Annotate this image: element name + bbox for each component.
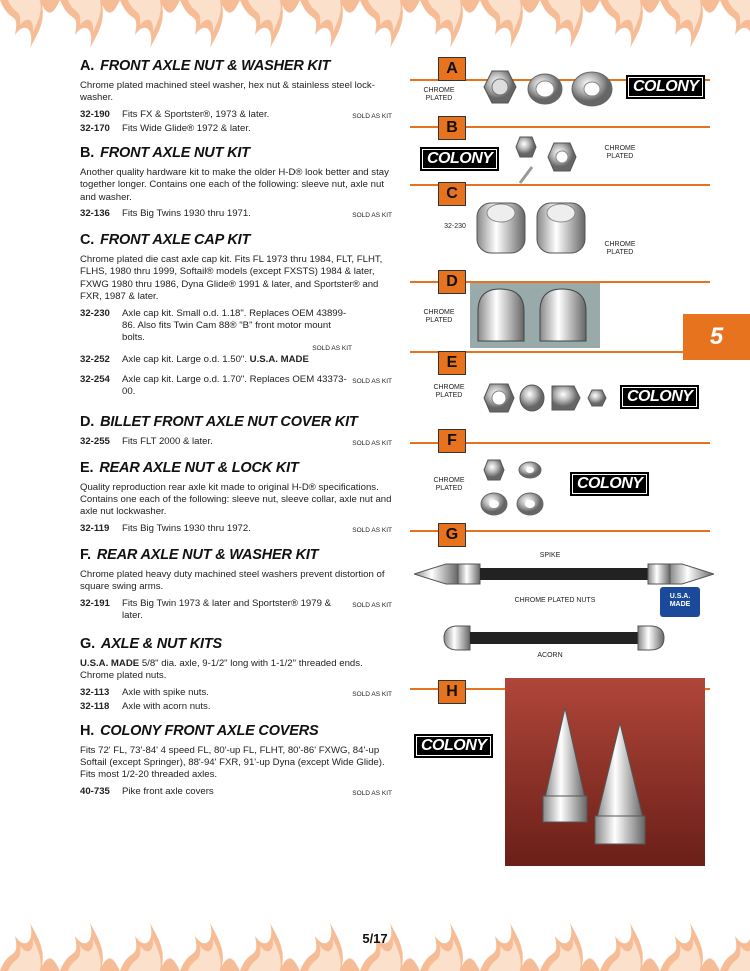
section-description: U.S.A. MADE 5/8" dia. axle, 9-1/2" long with 1-1/2" threaded ends. Chrome plated nuts. [80, 657, 363, 682]
page-number: 5/17 [362, 931, 388, 946]
colony-logo: COLONY [620, 385, 699, 409]
product-list [80, 58, 392, 810]
chrome-plated-label: CHROME PLATED [433, 384, 465, 399]
part-row: 40-735 Pike front axle covers SOLD AS KIT [80, 785, 392, 797]
chapter-tab: 5 [683, 314, 750, 360]
colony-axle-covers-image [505, 678, 705, 866]
colony-logo: COLONY [626, 75, 705, 99]
section-title: D. BILLET FRONT AXLE NUT COVER KIT [80, 413, 358, 430]
section-g [80, 636, 392, 713]
panel-c-tag: C [438, 182, 466, 206]
chrome-plated-label: CHROME PLATED [423, 309, 455, 324]
section-title: G. AXLE & NUT KITS [80, 635, 222, 652]
section-title: B. FRONT AXLE NUT KIT [80, 144, 250, 161]
part-row: 32-230 Axle cap kit. Small o.d. 1.18". Replaces OEM 43899-86. Also fits Twin Cam 88® "B" front motor mount bolts. [80, 307, 347, 343]
acorn-label: ACORN [537, 652, 563, 659]
chrome-plated-label: CHROME PLATED [604, 241, 636, 256]
panel-h-tag: H [438, 680, 466, 704]
section-description: Chrome plated die cast axle cap kit. Fits FL 1973 thru 1984, FLT, FLHT, FLHS, 1980 thru 1999, Softail® models (except FXSTS) 1984 & later, FXWG 1980 thru 1986, Dyna Glide® 1991 & later, and Sportster® and FXR, 1987 & later. [80, 254, 383, 303]
section-c [80, 232, 392, 398]
colony-logo: COLONY [414, 734, 493, 758]
part-row: 32-254 Axle cap kit. Large o.d. 1.70". Replaces OEM 43373-00. SOLD AS KIT [80, 373, 392, 397]
rear-washer-kit-image [480, 458, 560, 520]
billet-cover-kit-image [470, 283, 600, 348]
section-description: Chrome plated machined steel washer, hex nut & stainless steel lock-washer. [80, 80, 375, 104]
section-a [80, 58, 392, 135]
usa-made-text: U.S.A. MADE [249, 353, 309, 365]
section-d [80, 414, 392, 450]
flame-border-top [0, 0, 750, 52]
section-title: E. REAR AXLE NUT & LOCK KIT [80, 459, 299, 476]
chrome-plated-nuts-label: CHROME PLATED NUTS [514, 597, 596, 604]
chrome-plated-label: CHROME PLATED [433, 477, 465, 492]
part-row: 32-255 Fits FLT 2000 & later. SOLD AS KIT [80, 435, 392, 447]
axle-nut-kits-image [414, 558, 714, 688]
section-h [80, 723, 392, 800]
section-title: C. FRONT AXLE CAP KIT [80, 232, 251, 249]
section-title: H. COLONY FRONT AXLE COVERS [80, 722, 319, 739]
spike-label: SPIKE [539, 552, 561, 559]
part-row: 32-191 Fits Big Twin 1973 & later and Sportster® 1979 & later. SOLD AS KIT [80, 597, 392, 621]
section-description: Fits 72' FL, 73'-84' 4 speed FL, 80'-up FL, FLHT, 80'-86' FXWG, 84'-up Softail (except Springer), 88'-94' FXR, 91'-up Dyna (except Wide Glide). Fits most 1/2-20 threaded axles. [80, 744, 385, 781]
panel-e-tag: E [438, 351, 466, 375]
section-e [80, 460, 392, 537]
section-description: Chrome plated heavy duty machined steel washers prevent distortion of square swing arms. [80, 568, 385, 593]
part-row: 32-113 Axle with spike nuts. SOLD AS KIT [80, 686, 392, 698]
part-row: 32-170 Fits Wide Glide® 1972 & later. [80, 122, 251, 134]
panel-g-tag: G [438, 523, 466, 547]
axle-nut-kit-image [510, 133, 590, 188]
chrome-plated-label: CHROME PLATED [423, 87, 455, 102]
axle-cap-kit-image [475, 195, 595, 257]
sold-as-kit-label: SOLD AS KIT [312, 344, 352, 352]
part-row: 32-136 Fits Big Twins 1930 thru 1971. SOLD AS KIT [80, 208, 392, 220]
panel-a-tag: A [438, 57, 466, 81]
part-row: 32-252 Axle cap kit. Large o.d. 1.50". U.S.A. MADE [80, 353, 309, 365]
section-description: Another quality hardware kit to make the older H-D® look better and stay together longer. Contains one each of the following: sleeve nut, axle nut and washer. [80, 166, 389, 203]
section-title: A. FRONT AXLE NUT & WASHER KIT [80, 58, 331, 74]
part-number-label: 32-230 [444, 223, 466, 230]
section-b [80, 145, 392, 222]
colony-logo: COLONY [570, 472, 649, 496]
section-f [80, 547, 392, 622]
section-description: Quality reproduction rear axle kit made to original H-D® specifications. Contains one each of the following: sleeve nut, sleeve collar, axle nut and axle nut lockwasher. [80, 481, 392, 518]
section-title: F. REAR AXLE NUT & WASHER KIT [80, 546, 319, 563]
usa-made-badge: U.S.A. MADE [660, 587, 700, 617]
part-row: 32-190 Fits FX & Sportster®, 1973 & later. SOLD AS KIT [80, 108, 392, 120]
nut-washer-kit-image [470, 67, 620, 111]
colony-logo: COLONY [420, 147, 499, 171]
chrome-plated-label: CHROME PLATED [604, 145, 636, 160]
panel-d-tag: D [438, 270, 466, 294]
panel-b-tag: B [438, 116, 466, 140]
rear-axle-kit-image [480, 380, 610, 416]
part-row: 32-119 Fits Big Twins 1930 thru 1972. SOLD AS KIT [80, 522, 392, 534]
part-row: 32-118 Axle with acorn nuts. [80, 700, 211, 712]
panel-f-tag: F [438, 429, 466, 453]
